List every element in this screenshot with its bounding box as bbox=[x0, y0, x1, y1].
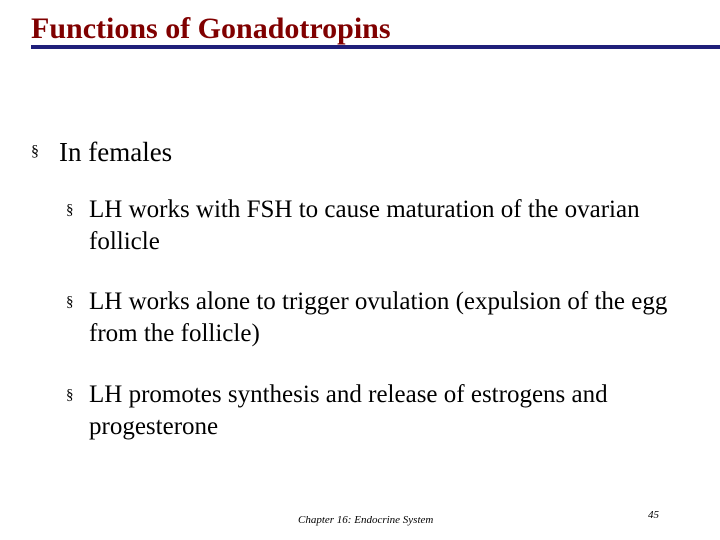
sub-bullet-2 bbox=[66, 286, 706, 350]
square-bullet-icon: § bbox=[31, 143, 39, 160]
square-bullet-icon: § bbox=[66, 387, 74, 403]
sub-bullet-text: LH works with FSH to cause maturation of the ovarian follicle bbox=[89, 196, 640, 255]
bullet-in-females bbox=[31, 136, 172, 168]
sub-bullet-text: LH promotes synthesis and release of estrogens and progesterone bbox=[89, 381, 608, 440]
sub-bullet-text: LH works alone to trigger ovulation (expulsion of the egg from the follicle) bbox=[89, 288, 668, 347]
title-underline bbox=[31, 45, 720, 49]
square-bullet-icon: § bbox=[66, 294, 74, 310]
bullet-text: In females bbox=[59, 137, 173, 167]
sub-bullet-1 bbox=[66, 194, 706, 258]
slide-footer: Chapter 16: Endocrine System bbox=[298, 514, 434, 526]
page-number: 45 bbox=[648, 509, 659, 521]
sub-bullet-3 bbox=[66, 379, 706, 443]
square-bullet-icon: § bbox=[66, 202, 74, 218]
slide-title: Functions of Gonadotropins bbox=[31, 12, 391, 45]
